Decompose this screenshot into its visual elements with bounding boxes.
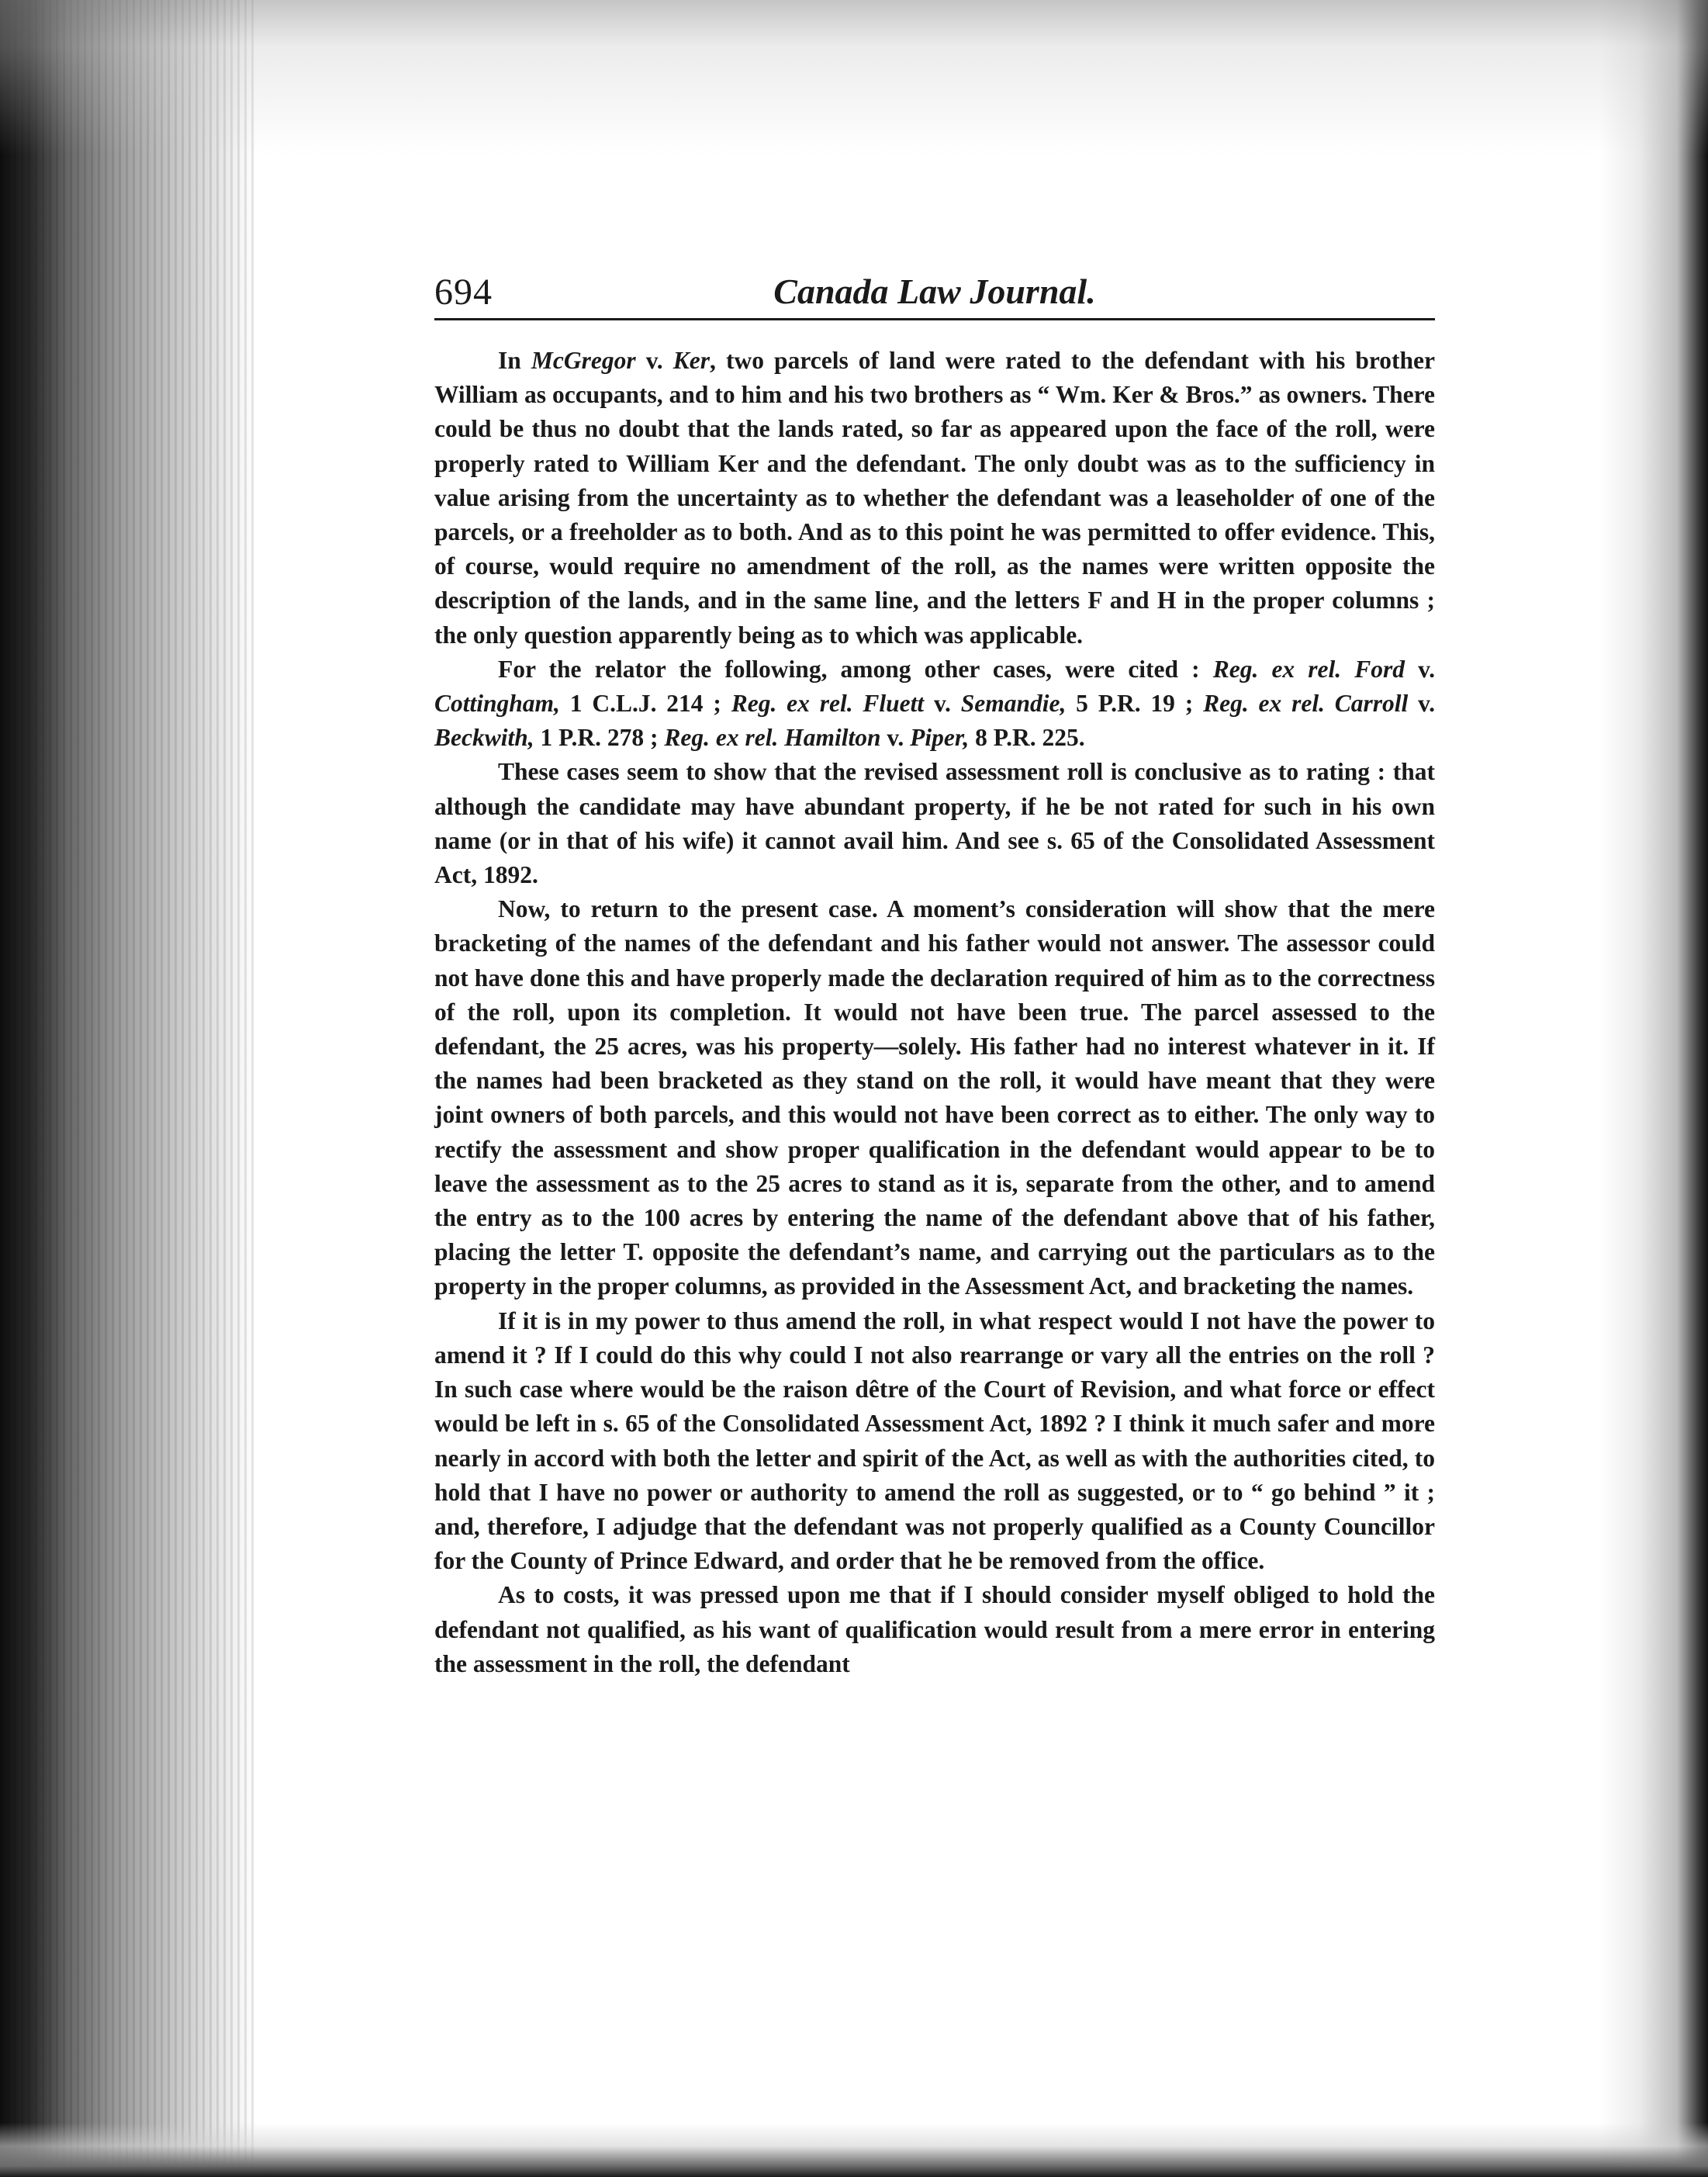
journal-page	[434, 256, 1435, 1681]
text-run: In	[498, 347, 531, 374]
italic-run: Reg. ex rel. Carroll	[1203, 690, 1409, 718]
italic-run: Reg. ex rel. Hamilton	[664, 724, 881, 752]
italic-run: Ker	[672, 347, 710, 374]
italic-run: McGregor	[531, 347, 636, 374]
body-text	[434, 344, 1435, 1681]
page-header	[434, 256, 1435, 320]
italic-run: Piper,	[910, 724, 970, 752]
text-run: v.	[635, 347, 673, 374]
text-run: For the relator the following, among other cases, were cited :	[498, 655, 1213, 683]
paragraph	[434, 344, 1435, 652]
text-run: , two parcels of land were rated to the defendant with his brother William as occupants, and to him and his two brothers as “ Wm. Ker & Bros.” as owners. There could be thus no doubt that the lands rated, so far as appeared upon the face of the roll, were properly rated to William Ker and the defendant. The only doubt was as to the sufficiency in value arising from the uncertainty as to whether the defendant was a leaseholder of one of the parcels, or a freeholder as to both. And as to this point he was permitted to offer evidence. This, of course, would require no amendment of the roll, as the names were written opposite the description of the lands, and in the same line, and the letters F and H in the proper columns ; the only question apparently being as to which was applicable.	[434, 347, 1436, 649]
paragraph	[434, 755, 1435, 892]
italic-run: Beckwith,	[434, 724, 534, 752]
text-run: 8 P.R. 225.	[969, 724, 1085, 752]
text-run: v.	[880, 724, 911, 752]
journal-title: Canada Law Journal.	[773, 272, 1096, 311]
text-run: As to costs, it was pressed upon me that if I should consider myself obliged to hold the defendant not qualified, as his want of qualification would result from a mere error in entering the assessment in the roll, the defendant	[434, 1581, 1435, 1677]
text-run: v.	[1405, 655, 1435, 683]
paragraph	[434, 892, 1435, 1303]
page-number: 694	[434, 272, 493, 313]
scan-border-left	[0, 0, 256, 2177]
paragraph	[434, 1304, 1435, 1579]
scan-border-top	[0, 0, 1708, 155]
italic-run: Cottingham,	[434, 690, 560, 718]
text-run: v.	[924, 690, 961, 718]
italic-run: Semandie,	[960, 690, 1067, 718]
text-run: If it is in my power to thus amend the roll, in what respect would I not have the power to amend it ? If I could do this why could I not also rearrange or vary all the entries on the roll ? In such case where would be the raison dêtre of the Court of Revision, and what force or effect would be left in s. 65 of the Consolidated Assessment Act, 1892 ? I think it much safer and more nearly in accord with both the letter and spirit of the Act, as well as with the authorities cited, to hold that I have no power or authority to amend the roll as suggested, or to “ go behind ” it ; and, therefore, I adjudge that the defendant was not properly qualified as a County Councillor for the County of Prince Edward, and order that he be removed from the office.	[434, 1307, 1435, 1575]
scan-border-bottom	[0, 2123, 1708, 2177]
scan-border-right	[1599, 0, 1708, 2177]
text-run: These cases seem to show that the revised assessment roll is conclusive as to rating : that although the candidate may have abundant property, if he be not rated for such in his own name (or in that of his wife) it cannot avail him. And see s. 65 of the Consolidated Assessment Act, 1892.	[434, 758, 1435, 889]
italic-run: Reg. ex rel. Ford	[1212, 655, 1405, 683]
text-run: v.	[1408, 690, 1436, 718]
paragraph	[434, 652, 1435, 756]
text-run: 1 C.L.J. 214 ;	[559, 690, 731, 718]
italic-run: Reg. ex rel. Fluett	[731, 690, 925, 718]
text-run: 1 P.R. 278 ;	[534, 724, 665, 752]
paragraph	[434, 1578, 1435, 1681]
text-run: 5 P.R. 19 ;	[1066, 690, 1204, 718]
text-run: Now, to return to the present case. A moment’s consideration will show that the mere bracketing of the names of the defendant and his father would not answer. The assessor could not have done this and have properly made the declaration required of him as to the correctness of the roll, upon its completion. It would not have been true. The parcel assessed to the defendant, the 25 acres, was his property—solely. His father had no interest whatever in it. If the names had been bracketed as they stand on the roll, it would have meant that they were joint owners of both parcels, and this would not have been correct as to either. The only way to rectify the assessment and show proper qualification in the defendant would appear to be to leave the assessment as to the 25 acres to stand as it is, separate from the other, and to amend the entry as to the 100 acres by entering the name of the defendant above that of his father, placing the letter T. opposite the defendant’s name, and carrying out the particulars as to the property in the proper columns, as provided in the Assessment Act, and bracketing the names.	[434, 895, 1435, 1300]
